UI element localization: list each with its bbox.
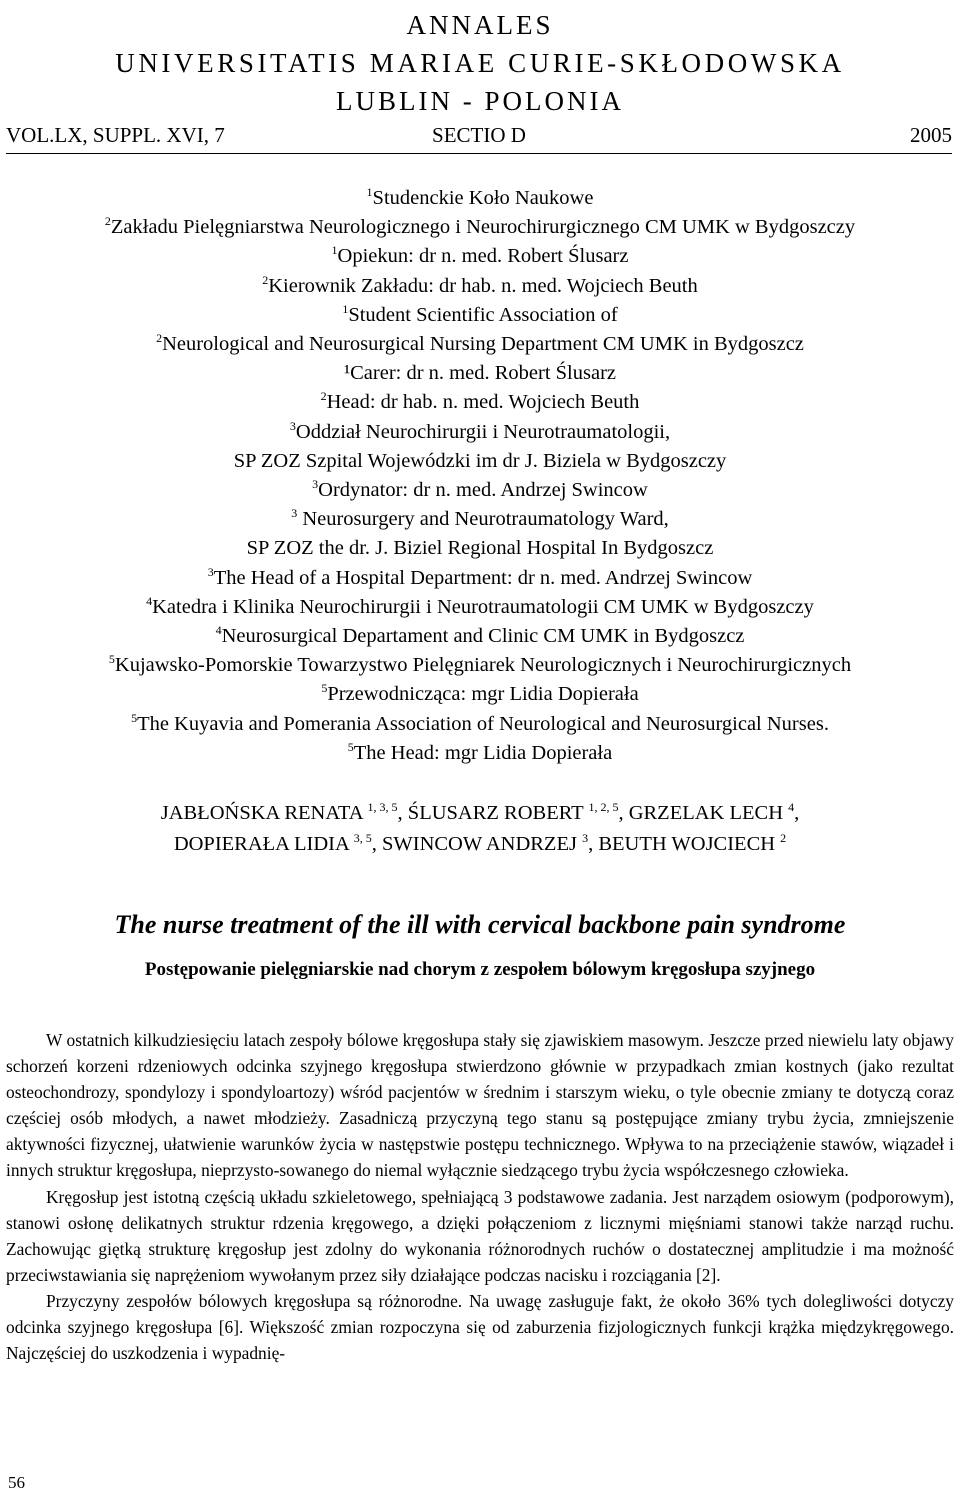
author-affiliation-numbers: 2 [780,831,787,845]
affiliation-text: The Head: mgr Lidia Dopierała [353,741,613,764]
affiliation-text: Student Scientific Association of [348,303,618,326]
paragraph: Przyczyny zespołów bólowych kręgosłupa są różnorodne. Na uwagę zasługuje fakt, że około 36% tych dolegliwości dotyczy odcinka szyjnego kręgosłupa [6]. Większość zmian rozpoczyna się od zaburzenia fizjologicznych funkcji krążka międzykręgowego. Najczęściej do uszkodzenia i wypadnię- [6,1290,954,1364]
affiliation-text: The Kuyavia and Pomerania Association of Neurological and Neurosurgical Nurses. [137,712,829,735]
article-title-english: The nurse treatment of the ill with cervical backbone pain syndrome [114,910,846,939]
affiliation-line [0,476,960,505]
author-affiliation-numbers: 1, 2, 5 [588,800,619,814]
affiliation-text: Ordynator: dr n. med. Andrzej Swincow [318,479,648,502]
author-affiliation-numbers: 3, 5 [353,831,372,845]
author-name: DOPIERAŁA LIDIA [173,833,354,855]
affiliation-text: Head: dr hab. n. med. Wojciech Beuth [326,391,640,414]
volume-label: VOL.LX, SUPPL. XVI, 7 [6,123,225,147]
year-label: 2005 [910,123,952,147]
affiliation-line [0,710,960,739]
author-separator: , [794,802,800,824]
affiliation-line [0,184,960,213]
affiliation-number: 3 [291,506,298,521]
affiliation-text: Zakładu Pielęgniarstwa Neurologicznego i Neurochirurgicznego CM UMK w Bydgoszczy [110,216,856,239]
affiliation-line [0,505,960,534]
journal-title-line-2: UNIVERSITATIS MARIAE CURIE-SKŁODOWSKA [115,48,845,78]
affiliation-number: 5 [347,739,354,754]
paragraph: W ostatnich kilkudziesięciu latach zespoły bólowe kręgosłupa stały się zjawiskiem masowym. Jeszcze przed niewielu laty objawy schorzeń korzeni rdzeniowych odcinka szyjnego kręgosłupa stwierdzono głównie w przypadkach zmian kostnych (jako rezultat osteochondrozy, spondylozy i spondyloartozy) wśród pacjentów w średnim i starszym wieku, o tyle obecnie zmiany te dotyczą coraz częściej osób młodych, a nawet młodzieży. Zasadniczą przyczyną tego stanu są postępujące zmiany trybu życia, zmniejszenie aktywności fizycznej, ułatwienie warunków życia w następstwie postępu technicznego. Wpływa to na przeciążenie stawów, wiązadeł i innych struktur kręgosłupa, nieprzysto-sowanego do niemal wyłącznie siedzącego trybu życia współczesnego człowieka. [6,1030,954,1181]
author-separator: , [397,802,408,824]
affiliation-number: 2 [156,331,163,346]
author-name: GRZELAK LECH [628,802,789,824]
section-label: SECTIO D [432,123,526,147]
affiliation-line [0,359,960,388]
affiliation-number: 2 [262,272,269,287]
affiliation-number: 2 [104,214,111,229]
affiliation-text: Oddział Neurochirurgii i Neurotraumatologii, [295,420,671,443]
author-separator: , [618,802,629,824]
affiliation-text: ¹Carer: dr n. med. Robert Ślusarz [343,362,616,385]
authors-line-1 [0,798,960,829]
affiliation-number: 4 [146,593,153,608]
page-number: 56 [8,1473,25,1492]
affiliation-text: Studenckie Koło Naukowe [372,187,594,209]
affiliation-line [0,330,960,359]
affiliation-text: SP ZOZ the dr. J. Biziel Regional Hospital In Bydgoszcz [246,537,714,560]
article-title-polish: Postępowanie pielęgniarskie nad chorym z zespołem bólowym kręgosłupa szyjnego [144,959,816,980]
affiliation-line [0,593,960,622]
affiliation-number: 1 [331,243,338,258]
affiliation-number: 5 [131,710,138,725]
affiliations-block [0,184,960,768]
affiliation-number: 5 [321,681,328,696]
affiliation-number: 3 [207,564,214,579]
affiliation-number: 3 [289,418,296,433]
author-name: JABŁOŃSKA RENATA [160,802,368,824]
affiliation-text: Kujawsko-Pomorskie Towarzystwo Pielęgniarek Neurologicznych i Neurochirurgicznych [114,654,852,677]
affiliation-line [0,622,960,651]
affiliation-line [0,739,960,768]
issue-info-row [6,120,952,152]
affiliation-text: Przewodnicząca: mgr Lidia Dopierała [327,683,639,706]
author-affiliation-numbers: 3 [582,831,589,845]
author-separator: , [588,833,599,855]
paragraph: Kręgosłup jest istotną częścią układu szkieletowego, spełniającą 3 podstawowe zadania. Jest narządem osiowym (podporowym), stanowi osłonę delikatnych struktur rdzenia kręgowego, a dzięki połączeniom z licznymi mięśniami stanowi także narząd ruchu. Zachowując giętką strukturę kręgosłup jest zdolny do wykonania różnorodnych ruchów o dostatecznej amplitudzie i ma możność przeciwstawiania się naprężeniom wywołanym przez siły działające podczas nacisku i rozciągania [2]. [6,1186,954,1285]
affiliation-text: Neurological and Neurosurgical Nursing Department CM UMK in Bydgoszcz [162,333,804,356]
affiliation-line [0,272,960,301]
author-name: BEUTH WOJCIECH [598,833,781,855]
affiliation-line [0,213,960,242]
author-name: SWINCOW ANDRZEJ [382,833,583,855]
affiliation-line [0,651,960,680]
author-name: ŚLUSARZ ROBERT [407,802,589,824]
affiliation-number: 1 [342,301,349,316]
affiliation-number: 1 [366,185,373,199]
affiliation-text: Katedra i Klinika Neurochirurgii i Neurotraumatologii CM UMK w Bydgoszczy [152,595,814,618]
affiliation-line [0,388,960,417]
affiliation-text: Neurosurgery and Neurotraumatology Ward, [297,508,669,531]
author-affiliation-numbers: 4 [788,800,795,814]
affiliation-line [0,564,960,593]
affiliation-line [0,242,960,271]
affiliation-text: Neurosurgical Departament and Clinic CM UMK in Bydgoszcz [221,625,745,648]
journal-title-line-1: ANNALES [406,10,554,40]
affiliation-line [0,301,960,330]
affiliation-number: 3 [312,477,319,492]
author-affiliation-numbers: 1, 3, 5 [367,800,398,814]
affiliation-number: 4 [215,623,222,638]
affiliation-line [0,680,960,709]
authors-block [0,798,960,860]
author-separator: , [371,833,382,855]
affiliation-line [0,534,960,563]
affiliation-text: SP ZOZ Szpital Wojewódzki im dr J. Biziela w Bydgoszczy [233,449,727,472]
affiliation-line [0,447,960,476]
affiliation-text: Opiekun: dr n. med. Robert Ślusarz [337,245,629,268]
body-text [6,1027,954,1366]
header-rule [6,153,952,154]
affiliation-text: Kierownik Zakładu: dr hab. n. med. Wojciech Beuth [268,274,698,297]
journal-title-line-3: LUBLIN - POLONIA [336,86,624,116]
authors-line-2 [0,829,960,860]
affiliation-number: 2 [320,389,327,404]
affiliation-number: 5 [108,652,115,667]
affiliation-line [0,418,960,447]
affiliation-text: The Head of a Hospital Department: dr n. med. Andrzej Swincow [213,566,753,589]
